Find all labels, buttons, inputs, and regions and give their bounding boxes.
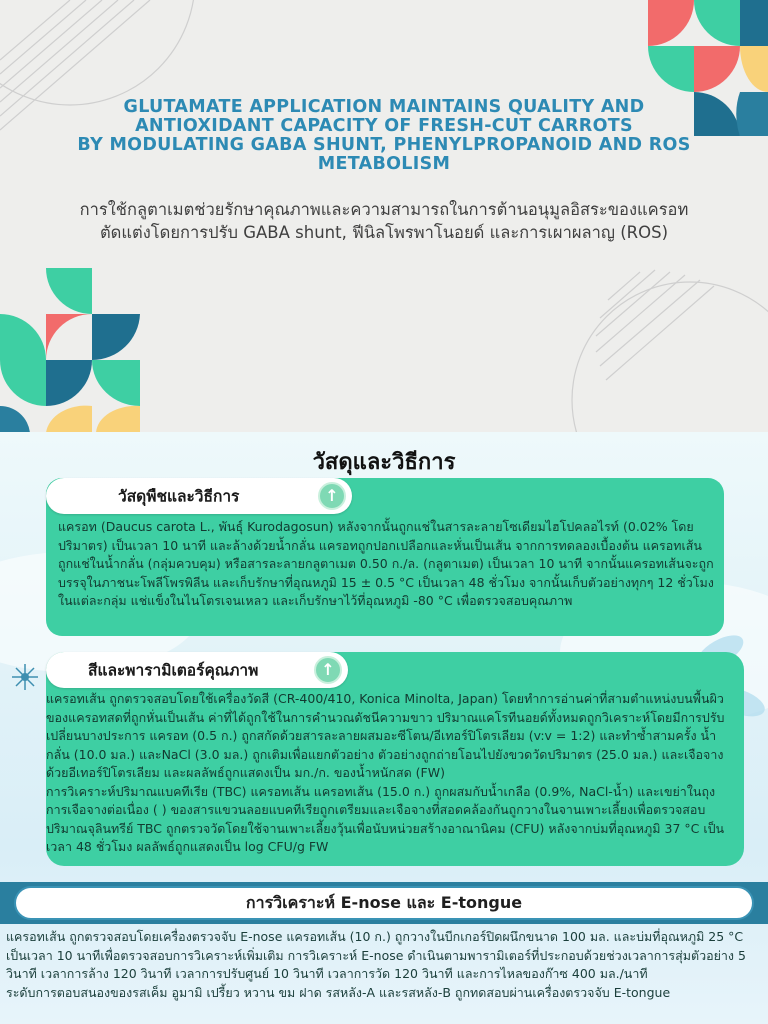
arrow-up-icon: ↑ bbox=[318, 482, 346, 510]
methods-area bbox=[0, 432, 768, 1024]
thai-title-line: ตัดแต่งโดยการปรับ GABA shunt, ฟีนิลโพรพาโนอยด์ และการเผาผลาญ (ROS) bbox=[99, 223, 669, 242]
section2-text-2: การวิเคราะห์ปริมาณแบคทีเรีย (TBC) แครอทเส้น แครอทเส้น (15.0 ก.) ถูกผสมกับน้ำเกลือ (0.9%, NaCl-น้ำ) และเขย่าในถุง การเจือจางต่อเนื่อง ( ) ของสารแขวนลอยแบคทีเรียถูกเตรียมและเจือจางที่สอดคล้องกันถูกวางในจานเพาะเลี้ยงเพื่อตรวจสอบปริมาณจุลินทรีย์ TBC ถูกตรวจวัดโดยใช้จานเพาะเลี้ยงวุ้นเพื่อนับหน่วยสร้างอาณานิคม (CFU) หลังจากบ่มที่อุณหภูมิ 37 °C เป็นเวลา 48 ชั่วโมง ผลลัพธ์ถูกแสดงเป็น log CFU/g FW bbox=[46, 783, 725, 854]
section3-label: การวิเคราะห์ E-nose และ E-tongue bbox=[14, 886, 754, 920]
thai-title-line: การใช้กลูตาเมตช่วยรักษาคุณภาพและความสามารถในการต้านอนุมูลอิสระของแครอท bbox=[79, 200, 689, 219]
section1-text: แครอท (Daucus carota L., พันธุ์ Kurodagosun) หลังจากนั้นถูกแช่ในสารละลายโซเดียมไฮโปคลอไรท์ (0.02% โดยปริมาตร) เป็นเวลา 10 นาที และล้างด้วยน้ำกลั่น แครอทถูกปอกเปลือกและหั่นเป็นเส้น จากการทดลองเบื้องต้น แครอทเส้นถูกแช่ในน้ำกลั่น (กลุ่มควบคุม) หรือสารละลายกลูตาเมต 0.50 ก./ล. (กลูตาเมต) เป็นเวลา 10 นาที จากนั้นแครอทเส้นจะถูกบรรจุในภาชนะโพลีโพรพิลีน และเก็บรักษาที่อุณหภูมิ 15 ± 0.5 °C เป็นเวลา 48 ชั่วโมง จากนั้นเก็บตัวอย่างทุกๆ 12 ชั่วโมงในแต่ละกลุ่ม แช่แข็งในไนโตรเจนเหลว และเก็บรักษาไว้ที่อุณหภูมิ -80 °C เพื่อตรวจสอบคุณภาพ bbox=[58, 519, 714, 608]
section2-label-pill bbox=[46, 652, 348, 688]
section3-text-2: ระดับการตอบสนองของรสเค็ม อูมามิ เปรี้ยว หวาน ขม ฝาด รสหลัง-A และรสหลัง-B ถูกทดสอบผ่านเครื่องตรวจจับ E-tongue bbox=[6, 984, 671, 1000]
english-title-line: GLUTAMATE APPLICATION MAINTAINS QUALITY AND bbox=[123, 97, 645, 117]
section2-text-1: แครอทเส้น ถูกตรวจสอบโดยใช้เครื่องวัดสี (CR-400/410, Konica Minolta, Japan) โดยทำการอ่านค่าที่สามตำแหน่งบนพื้นผิวของแครอทสดที่ถูกหั่นเป็นเส้น ค่าที่ได้ถูกใช้ในการคำนวณดัชนีความขาว ปริมาณแคโรทีนอยด์ทั้งหมดถูกวิเคราะห์โดยมีการปรับเปลี่ยนบางประการ แครอท (0.5 ก.) ถูกสกัดด้วยสารละลายผสมอะซีโตน/อีเทอร์ปิโตรเลียม (v:v = 1:2) และทำซ้ำสามครั้ง น้ำกลั่น (10.0 มล.) และNaCl (3.0 มล.) ถูกเติมเพื่อแยกตัวอย่าง ตัวอย่างถูกถ่ายโอนไปยังขวดวัดปริมาตร (25.0 มล.) และเจือจางด้วยอีเทอร์ปิโตรเลียม และผลลัพธ์ถูกแสดงเป็น มก./ก. ของน้ำหนักสด (FW) bbox=[46, 691, 725, 780]
section2-label: สีและพารามิเตอร์คุณภาพ bbox=[88, 661, 259, 680]
methods-heading: วัสดุและวิธีการ bbox=[312, 450, 456, 475]
english-title bbox=[40, 98, 728, 174]
section1-label: วัสดุพืชและวิธีการ bbox=[118, 487, 240, 506]
sparkle-icon bbox=[10, 662, 40, 692]
section2-text-block bbox=[46, 688, 744, 866]
decorative-tiles-left bbox=[0, 268, 150, 432]
section3-text-block bbox=[6, 928, 762, 1002]
english-title-line: BY MODULATING GABA SHUNT, PHENYLPROPANOID AND ROS bbox=[77, 135, 691, 155]
arrow-up-icon: ↑ bbox=[314, 656, 342, 684]
header-area bbox=[0, 0, 768, 432]
thai-title bbox=[30, 198, 738, 244]
section1-label-pill bbox=[46, 478, 352, 514]
section3-text-1: แครอทเส้น ถูกตรวจสอบโดยเครื่องตรวจจับ E-nose แครอทเส้น (10 ก.) ถูกวางในบีกเกอร์ปิดผนึกขนาด 100 มล. และบ่มที่อุณหภูมิ 25 °C เป็นเวลา 10 นาทีเพื่อตรวจสอบการวิเคราะห์เพิ่มเติม การวิเคราะห์ E-nose ดำเนินตามพารามิเตอร์ที่ประกอบด้วยช่วงเวลาการสุ่มตัวอย่าง 5 วินาที เวลาการล้าง 120 วินาที เวลาการปรับศูนย์ 10 วินาที เวลาการวัด 120 วินาที และการไหลของก๊าซ 400 มล./นาที bbox=[6, 929, 746, 981]
english-title-line: METABOLISM bbox=[317, 154, 451, 174]
english-title-line: ANTIOXIDANT CAPACITY OF FRESH-CUT CARROTS bbox=[135, 116, 633, 136]
